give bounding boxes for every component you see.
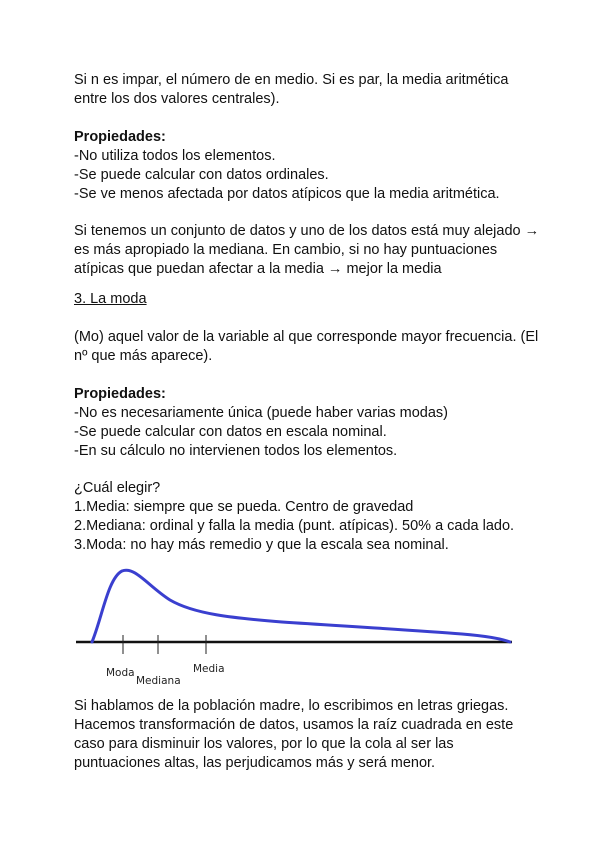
text-line: puntuaciones altas, las perjudicamos más y será menor. (74, 755, 436, 771)
question-line: ¿Cuál elegir? (74, 480, 161, 496)
paragraph-mediana-definition (74, 71, 544, 109)
paragraph-population-transform (74, 697, 544, 773)
list-item: -Se puede calcular con datos ordinales. (74, 167, 329, 183)
text-line: Si tenemos un conjunto de datos y uno de los datos está muy alejado → (74, 223, 540, 239)
list-item: -No utiliza todos los elementos. (74, 148, 276, 164)
properties-list-mediana (74, 128, 544, 204)
list-item: -No es necesariamente única (puede haber varias modas) (74, 405, 448, 421)
properties-title: Propiedades: (74, 386, 166, 402)
list-item: 2.Mediana: ordinal y falla la media (punt. atípicas). 50% a cada lado. (74, 518, 515, 534)
text-line: Hacemos transformación de datos, usamos la raíz cuadrada en este (74, 717, 514, 733)
list-item: -Se puede calcular con datos en escala nominal. (74, 424, 387, 440)
media-label: Media (193, 663, 225, 675)
moda-label: Moda (106, 667, 135, 679)
mediana-label: Mediana (136, 675, 181, 687)
properties-list-moda (74, 385, 544, 461)
skewed-distribution-figure (72, 562, 522, 690)
properties-title: Propiedades: (74, 129, 166, 145)
text-line: entre los dos valores centrales). (74, 91, 280, 107)
distribution-curve (92, 570, 510, 642)
text-line: Si n es impar, el número de en medio. Si es par, la media aritmética (74, 72, 509, 88)
text-line: (Mo) aquel valor de la variable al que corresponde mayor frecuencia. (El (74, 329, 539, 345)
list-item: 3.Moda: no hay más remedio y que la escala sea nominal. (74, 537, 449, 553)
list-item: 1.Media: siempre que se pueda. Centro de gravedad (74, 499, 414, 515)
list-item: -En su cálculo no intervienen todos los elementos. (74, 443, 398, 459)
paragraph-moda-definition (74, 328, 544, 366)
text-line: atípicas que puedan afectar a la media → mejor la media (74, 261, 442, 277)
text-line: caso para disminuir los valores, por lo que la cola al ser las (74, 736, 454, 752)
choose-measure-list (74, 479, 544, 555)
section-heading: 3. La moda (74, 291, 147, 307)
text-line: nº que más aparece). (74, 348, 213, 364)
paragraph-atypical-data (74, 222, 544, 279)
section-heading-moda (74, 290, 544, 309)
text-line: es más apropiado la mediana. En cambio, si no hay puntuaciones (74, 242, 498, 258)
list-item: -Se ve menos afectada por datos atípicos que la media aritmética. (74, 186, 500, 202)
text-line: Si hablamos de la población madre, lo escribimos en letras griegas. (74, 698, 509, 714)
